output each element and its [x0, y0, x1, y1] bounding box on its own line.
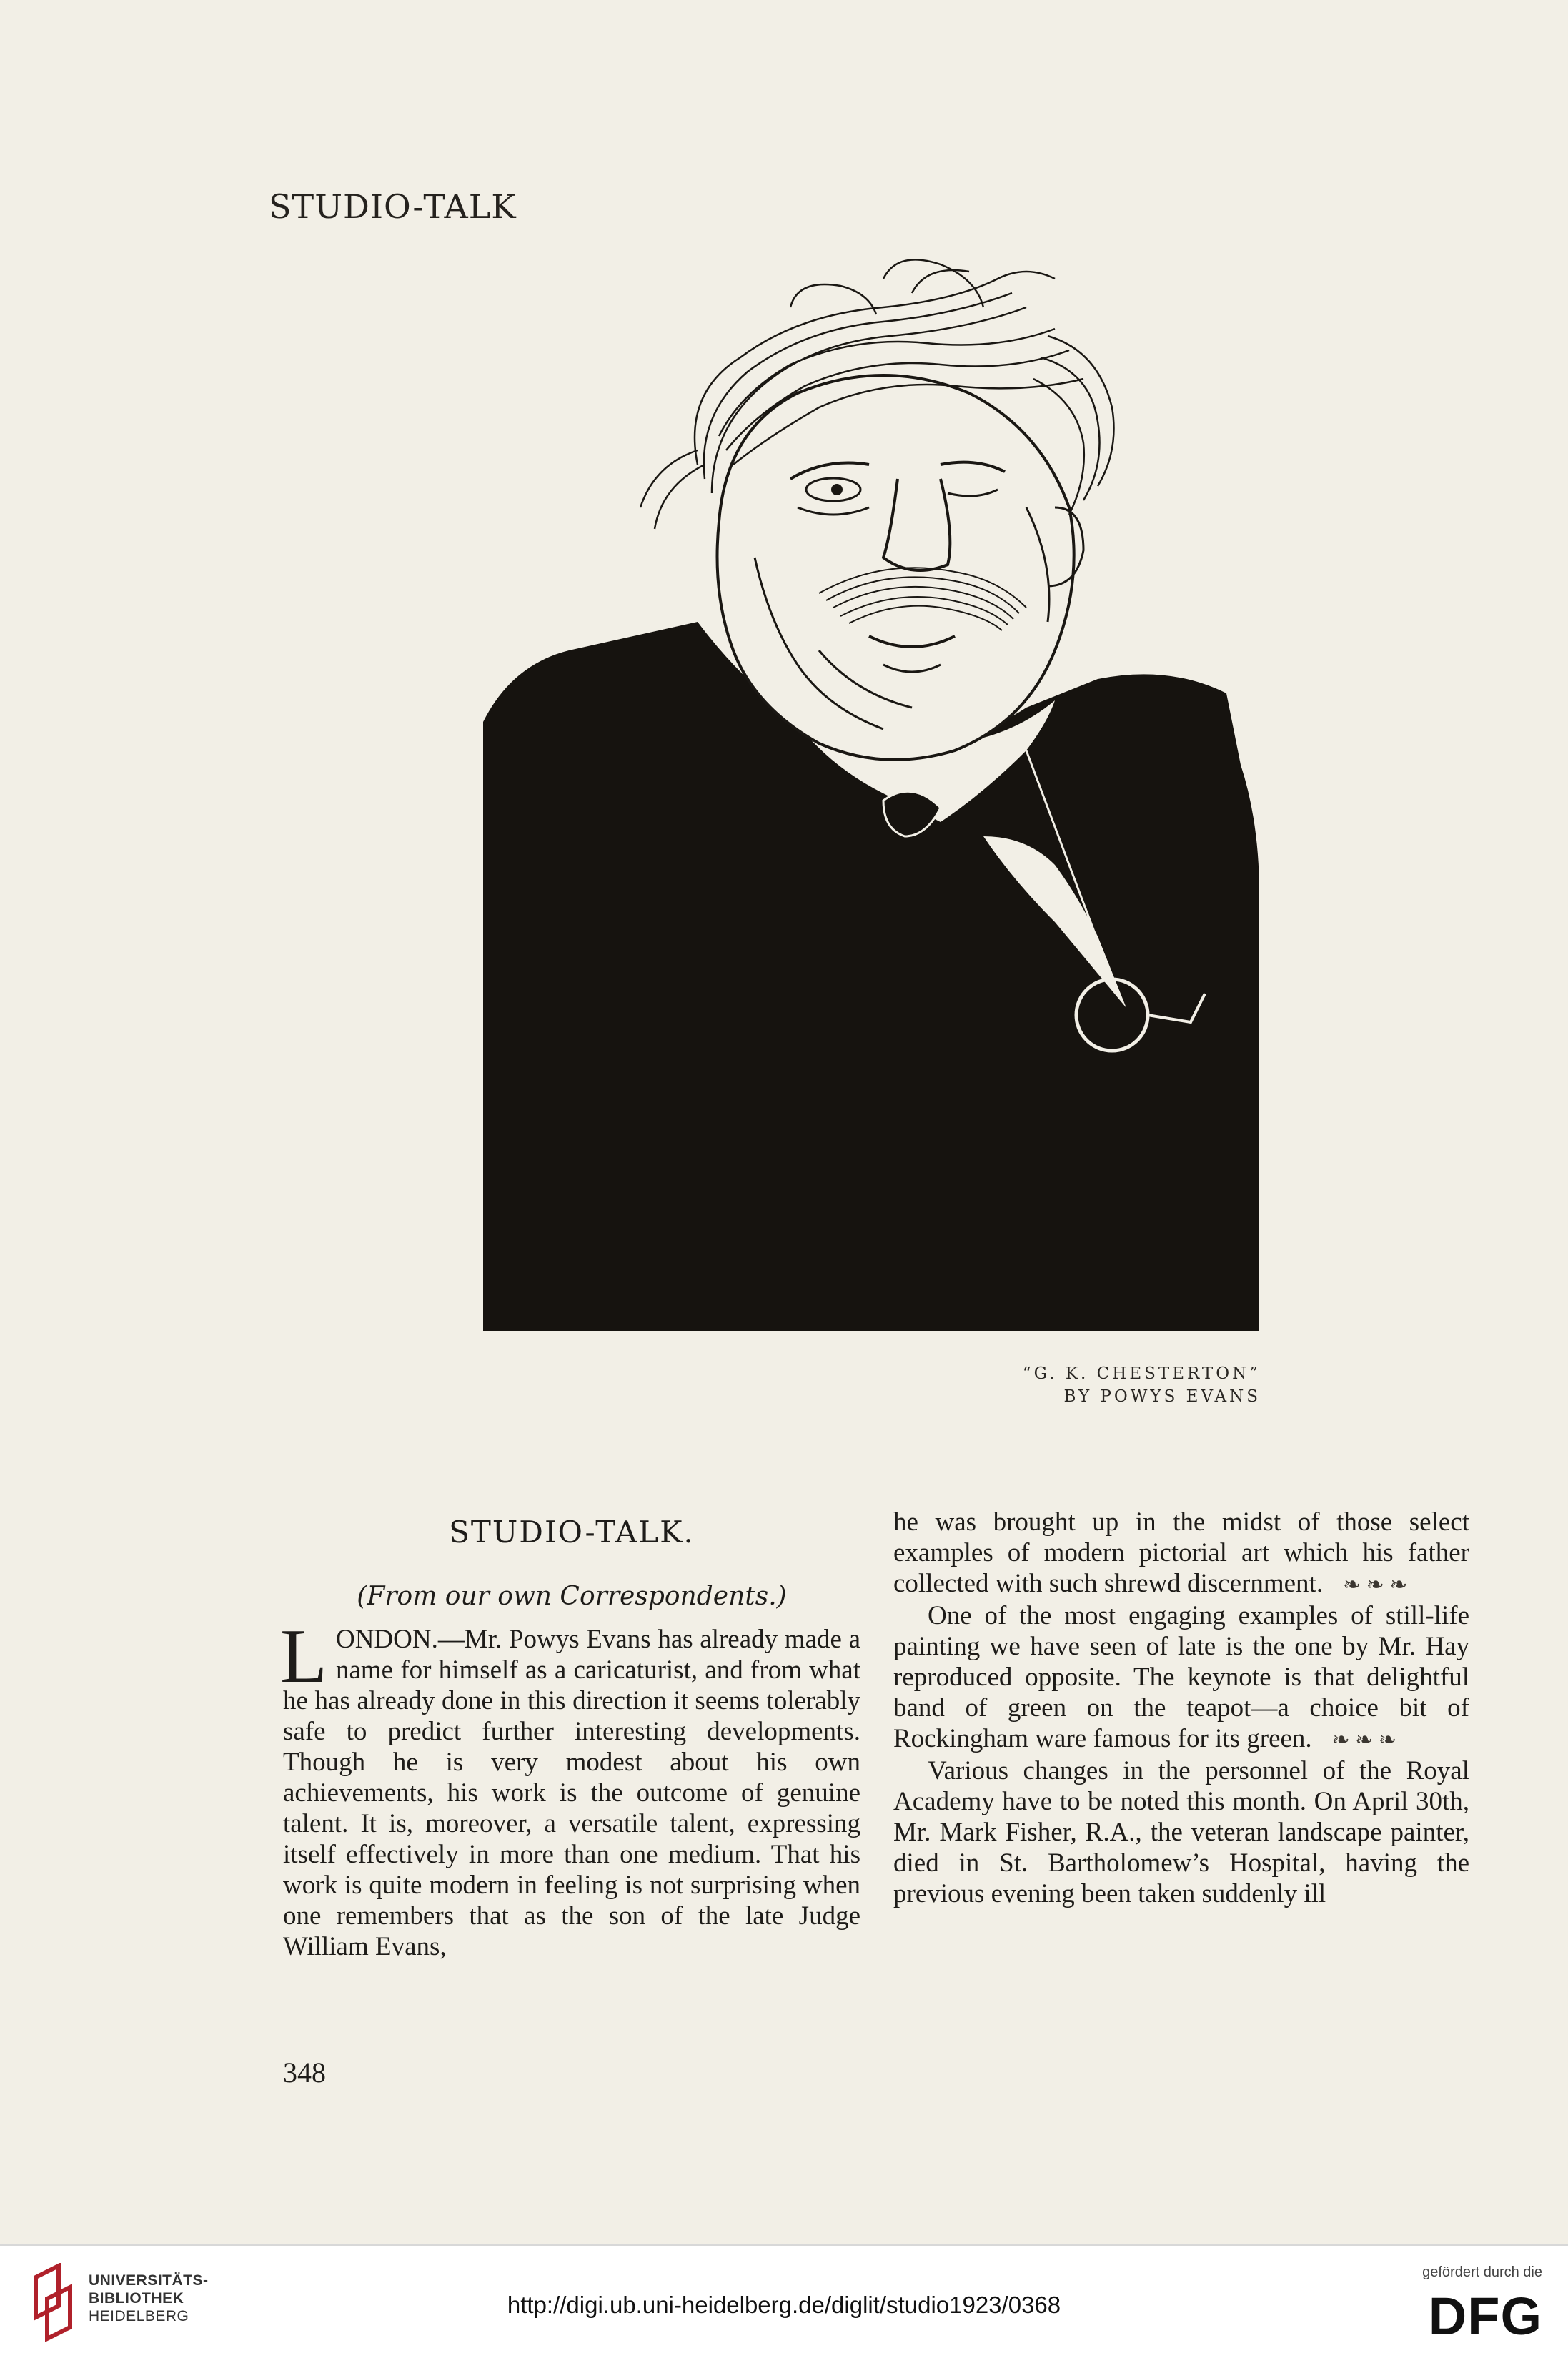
- permalink-url[interactable]: http://digi.ub.uni-heidelberg.de/diglit/studio1923/0368: [507, 2292, 1061, 2318]
- paragraph-still-life-text: One of the most engaging examples of still-life painting we have seen of late is the one by Mr. Hay reproduced opposite. The keynote is that delightful band of green on the teapot—a choice bit of Rockingham ware famous for its green.: [893, 1601, 1469, 1753]
- digitization-footer: [0, 2244, 1568, 2363]
- leaf-ornament: ❧ ❧ ❧: [1331, 1728, 1397, 1752]
- plate-caption: [1023, 1362, 1261, 1408]
- paragraph-royal-academy: Various changes in the personnel of the Royal Academy have to be noted this month. On April 30th, Mr. Mark Fisher, R.A., the veteran landscape painter, died in St. Bartholomew’s Hospital, having the previous evening been taken suddenly ill: [893, 1756, 1469, 1908]
- caption-artist: BY POWYS EVANS: [1063, 1387, 1261, 1406]
- paragraph-london-text: ONDON.—Mr. Powys Evans has already made a name for himself as a caricaturist, and from what he has already done in this direction it seems tolerably safe to predict further interesting developments. Though he is very modest about his own achievements, his work is the outcome of genuine talent. It is, moreover, a versatile talent, expressing itself effectively in more than one medium. That his work is quite modern in feeling is not surprising when one remembers that as the son of the late Judge William Evans,: [283, 1625, 860, 1961]
- paragraph-still-life: [893, 1600, 1469, 1755]
- running-head: STUDIO-TALK: [269, 187, 517, 226]
- dfg-logo[interactable]: DFG: [1428, 2287, 1542, 2346]
- right-column: [893, 1507, 1469, 1909]
- library-name-line3: HEIDELBERG: [89, 2308, 189, 2324]
- sponsor-text: gefördert durch die: [1422, 2264, 1542, 2280]
- caricature-plate: [483, 250, 1259, 1331]
- paragraph-continued: [893, 1507, 1469, 1600]
- page-number: 348: [283, 2056, 326, 2089]
- drop-cap: L: [280, 1614, 327, 1699]
- leaf-ornament: ❧ ❧ ❧: [1343, 1573, 1408, 1597]
- paragraph-continued-text: he was brought up in the midst of those select examples of modern pictorial art which his father collected with such shrewd discernment.: [893, 1507, 1469, 1598]
- section-subtitle: (From our own Correspondents.): [357, 1582, 787, 1611]
- chesterton-caricature-illustration: [483, 250, 1259, 1331]
- paragraph-london: [280, 1614, 860, 1962]
- left-column: [280, 1507, 860, 1962]
- section-title: STUDIO-TALK.: [449, 1515, 695, 1550]
- caption-title: “G. K. CHESTERTON”: [1022, 1364, 1261, 1383]
- library-name-line2: BIBLIOTHEK: [89, 2290, 184, 2307]
- library-name-line1: UNIVERSITÄTS-: [89, 2272, 209, 2289]
